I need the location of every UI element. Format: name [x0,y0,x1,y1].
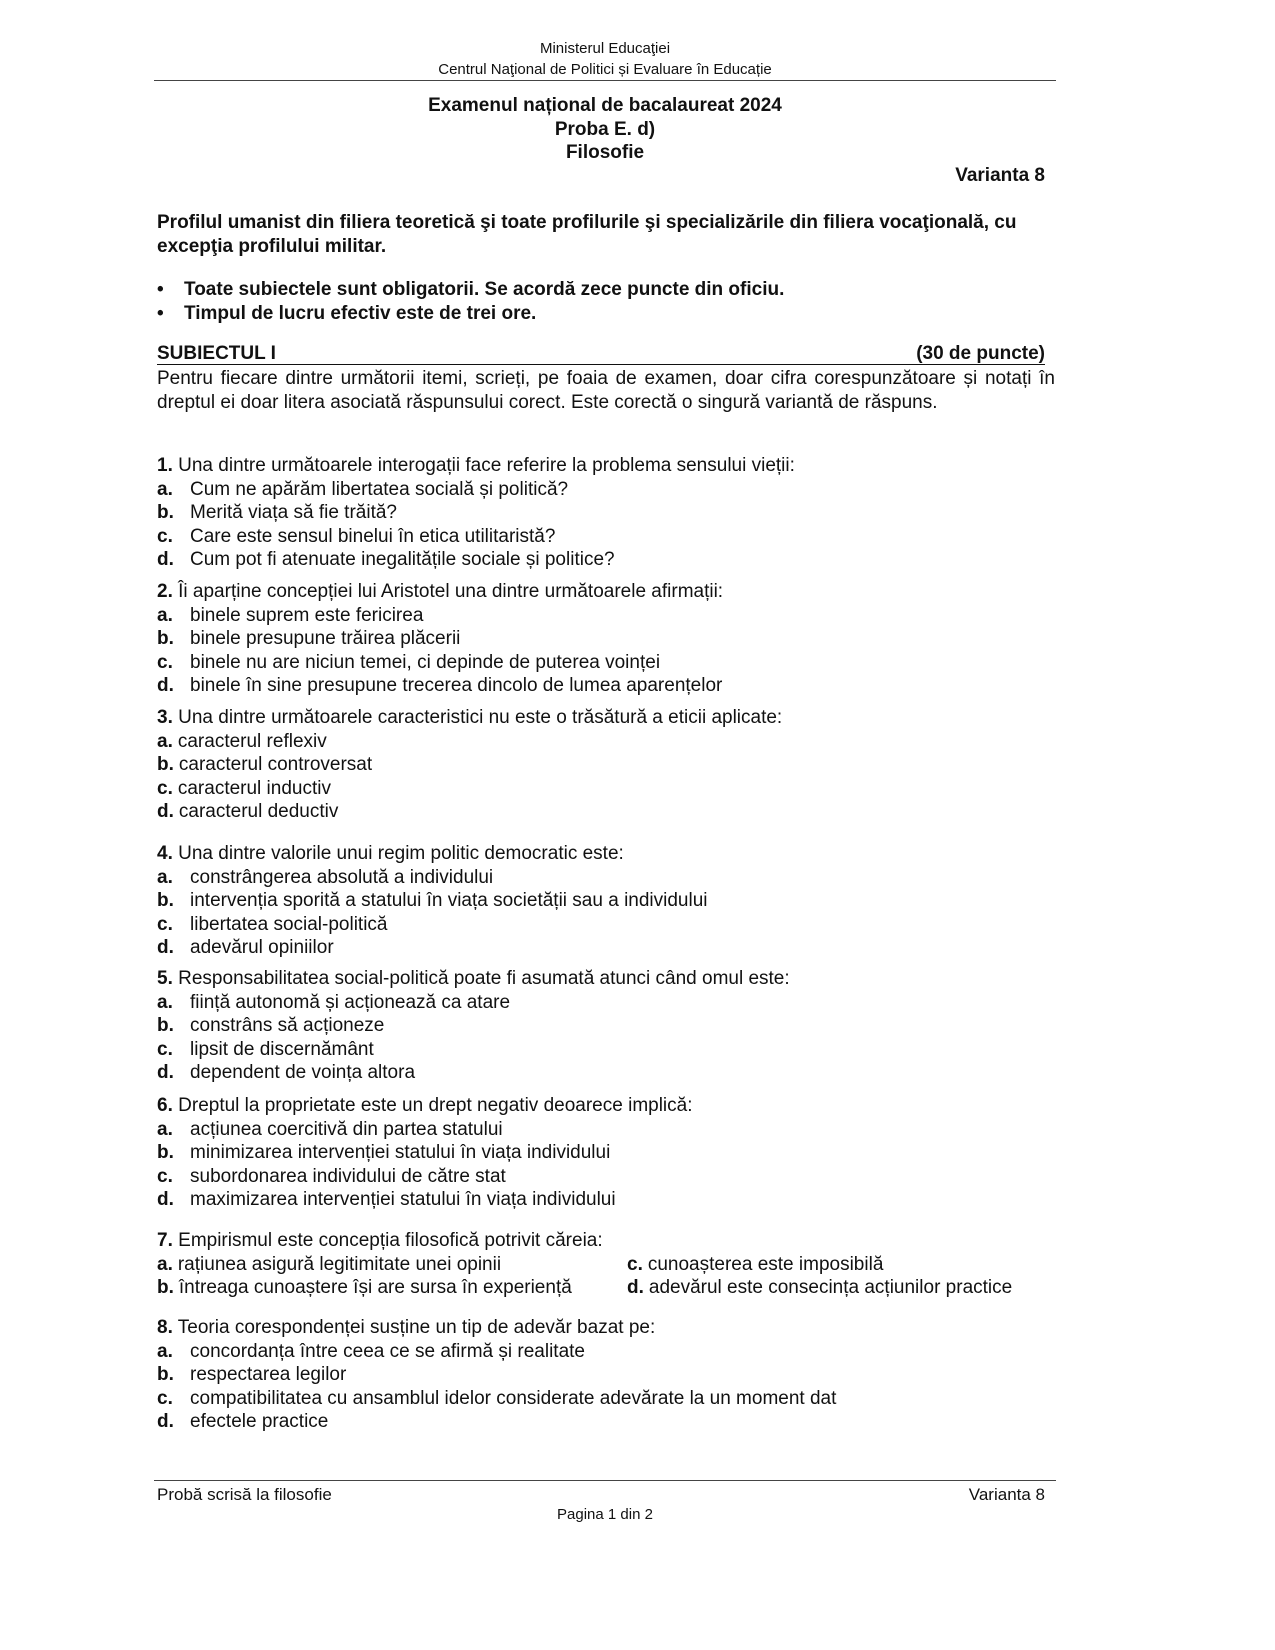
section-title: SUBIECTUL I [157,343,276,364]
answer-option: b. binele presupune trăirea plăcerii [157,628,461,649]
rules-list [157,278,1055,325]
question-1 [157,454,1055,572]
question-number: 3. [157,707,173,728]
answer-option: a. rațiunea asigură legitimitate unei opinii [157,1253,502,1275]
page-number: Pagina 1 din 2 [557,1506,653,1523]
footer-right: Varianta 8 [968,1485,1045,1504]
variant-label: Varianta 8 [955,165,1045,186]
section-points: (30 de puncte) [916,343,1045,364]
question-text: Teoria corespondenței susține un tip de adevăr bazat pe: [177,1317,656,1338]
question-6 [157,1094,1055,1212]
bullet-icon: • [157,279,164,300]
rule-item: • Toate subiectele sunt obligatorii. Se acordă zece puncte din oficiu. [157,279,785,300]
answer-option: c. compatibilitatea cu ansamblul idelor considerate adevărate la un moment dat [157,1387,837,1409]
answer-option: c. Care este sensul binelui în etica utilitaristă? [157,525,556,547]
answer-option: d. efectele practice [157,1411,329,1432]
header-rule [154,80,1056,81]
answer-option: a. concordanța între ceea ce se afirmă și realitate [157,1340,585,1362]
options-grid [157,1253,1055,1300]
profile-text: Profilul umanist din filiera teoretică şi toate profilurile şi specializările din filiera vocaţională, cu excepţia profilului militar. [157,212,1017,257]
answer-option: d. adevărul este consecința acțiunilor practice [627,1277,1013,1298]
question-5 [157,967,1055,1085]
answer-option: c. binele nu are niciun temei, ci depinde de puterea voinței [157,651,661,673]
answer-option: b. Merită viața să fie trăită? [157,502,397,523]
answer-option: d. caracterul deductiv [157,801,339,822]
answer-option: c. subordonarea individului de către stat [157,1165,506,1187]
answer-option: c. libertatea social-politică [157,913,388,935]
bullet-icon: • [157,302,164,324]
question-number: 8. [157,1317,173,1338]
question-3 [157,706,1055,824]
question-number: 5. [157,968,173,989]
answer-option: d. maximizarea intervenției statului în viața individului [157,1189,616,1210]
answer-option: d. adevărul opiniilor [157,937,334,958]
question-4 [157,842,1055,960]
answer-option: b. întreaga cunoaștere își are sursa în experiență [157,1277,572,1298]
answer-option: c. lipsit de discernământ [157,1038,374,1060]
answer-option: a. ființă autonomă și acționează ca atare [157,991,511,1013]
center-name: Centrul Naţional de Politici și Evaluare în Educație [438,61,772,78]
question-number: 7. [157,1230,173,1251]
exam-title: Examenul național de bacalaureat 2024 [428,95,782,116]
question-number: 1. [157,455,173,476]
subject-title: Filosofie [565,142,645,163]
ministry-name: Ministerul Educaţiei [539,40,671,57]
question-text: Îi aparține concepției lui Aristotel una dintre următoarele afirmații: [178,581,724,602]
answer-option: b. caracterul controversat [157,754,373,775]
question-number: 6. [157,1095,173,1116]
question-stem [157,967,1055,991]
rule-item: • Timpul de lucru efectiv este de trei ore. [157,302,537,324]
answer-option: b. minimizarea intervenției statului în viața individului [157,1142,611,1163]
question-text: Responsabilitatea social-politică poate fi asumată atunci când omul este: [178,968,790,989]
proba-title: Proba E. d) [554,119,656,140]
answer-option: d. binele în sine presupune trecerea dincolo de lumea aparențelor [157,675,723,696]
answer-option: a. caracterul reflexiv [157,730,327,752]
question-text: Dreptul la proprietate este un drept negativ deoarece implică: [178,1095,693,1116]
answer-option: d. Cum pot fi atenuate inegalitățile sociale și politice? [157,549,615,570]
question-stem [157,1229,1055,1253]
question-text: Empirismul este concepția filosofică potrivit căreia: [178,1230,603,1251]
answer-option: a. acțiunea coercitivă din partea statului [157,1118,503,1140]
question-7 [157,1229,1055,1300]
question-8 [157,1316,1055,1434]
answer-option: b. intervenția sporită a statului în viața societății sau a individului [157,890,708,911]
answer-option: b. respectarea legilor [157,1364,347,1385]
question-text: Una dintre valorile unui regim politic democratic este: [178,843,624,864]
footer-rule [154,1480,1056,1481]
answer-option: c. cunoașterea este imposibilă [627,1253,884,1275]
answer-option: c. caracterul inductiv [157,777,331,799]
question-number: 4. [157,843,173,864]
question-text: Una dintre următoarele caracteristici nu este o trăsătură a eticii aplicate: [178,707,783,728]
question-stem [157,842,1055,866]
answer-option: a. constrângerea absolută a individului [157,866,494,888]
question-number: 2. [157,581,173,602]
question-stem [157,1094,1055,1118]
answer-option: d. dependent de voința altora [157,1062,416,1083]
question-2 [157,580,1055,698]
answer-option: a. Cum ne apărăm libertatea socială și politică? [157,478,569,500]
question-text: Una dintre următoarele interogații face referire la problema sensului vieții: [178,455,795,476]
question-stem [157,580,1055,604]
section-instructions: Pentru fiecare dintre următorii itemi, scrieți, pe foaia de examen, doar cifra corespunzătoare și notați în dreptul ei doar litera asociată răspunsului corect. Este corectă o singură variantă de răspuns. [157,368,1055,413]
question-stem [157,454,1055,478]
question-stem [157,706,1055,730]
answer-option: a. binele suprem este fericirea [157,604,424,626]
section-heading [157,344,1045,365]
footer-left: Probă scrisă la filosofie [157,1485,332,1504]
answer-option: b. constrâns să acționeze [157,1015,385,1036]
question-stem [157,1316,1055,1340]
